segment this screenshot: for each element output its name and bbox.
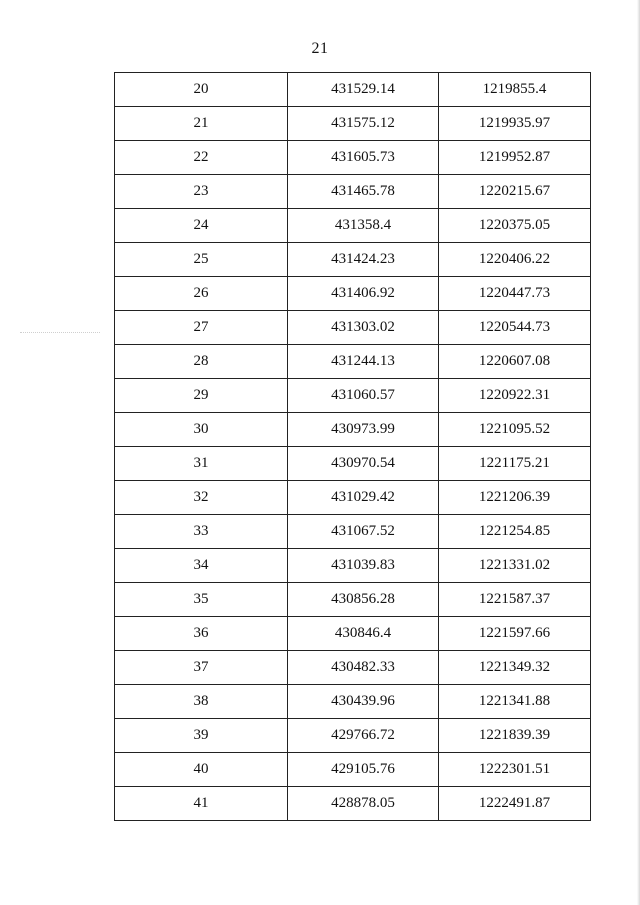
point-number-cell: 27	[115, 311, 288, 345]
coordinate-table	[114, 72, 591, 821]
y-coordinate-cell: 1220922.31	[439, 379, 591, 413]
table-row	[115, 549, 591, 583]
point-number-cell: 37	[115, 651, 288, 685]
point-number-cell: 22	[115, 141, 288, 175]
point-number-cell: 20	[115, 73, 288, 107]
table-row	[115, 209, 591, 243]
y-coordinate-cell: 1220215.67	[439, 175, 591, 209]
y-coordinate-cell: 1221597.66	[439, 617, 591, 651]
point-number-cell: 23	[115, 175, 288, 209]
x-coordinate-cell: 430970.54	[288, 447, 439, 481]
table-row	[115, 753, 591, 787]
x-coordinate-cell: 429766.72	[288, 719, 439, 753]
point-number-cell: 38	[115, 685, 288, 719]
y-coordinate-cell: 1221206.39	[439, 481, 591, 515]
x-coordinate-cell: 430846.4	[288, 617, 439, 651]
x-coordinate-cell: 431060.57	[288, 379, 439, 413]
point-number-cell: 31	[115, 447, 288, 481]
x-coordinate-cell: 431029.42	[288, 481, 439, 515]
x-coordinate-cell: 430856.28	[288, 583, 439, 617]
y-coordinate-cell: 1220406.22	[439, 243, 591, 277]
point-number-cell: 30	[115, 413, 288, 447]
table-row	[115, 175, 591, 209]
point-number-cell: 39	[115, 719, 288, 753]
point-number-cell: 29	[115, 379, 288, 413]
x-coordinate-cell: 431303.02	[288, 311, 439, 345]
point-number-cell: 35	[115, 583, 288, 617]
y-coordinate-cell: 1222301.51	[439, 753, 591, 787]
table-row	[115, 243, 591, 277]
table-body	[115, 73, 591, 821]
point-number-cell: 36	[115, 617, 288, 651]
point-number-cell: 21	[115, 107, 288, 141]
x-coordinate-cell: 428878.05	[288, 787, 439, 821]
x-coordinate-cell: 430973.99	[288, 413, 439, 447]
y-coordinate-cell: 1221839.39	[439, 719, 591, 753]
point-number-cell: 41	[115, 787, 288, 821]
x-coordinate-cell: 429105.76	[288, 753, 439, 787]
x-coordinate-cell: 431605.73	[288, 141, 439, 175]
point-number-cell: 33	[115, 515, 288, 549]
y-coordinate-cell: 1220447.73	[439, 277, 591, 311]
x-coordinate-cell: 431067.52	[288, 515, 439, 549]
y-coordinate-cell: 1221254.85	[439, 515, 591, 549]
y-coordinate-cell: 1221349.32	[439, 651, 591, 685]
x-coordinate-cell: 430482.33	[288, 651, 439, 685]
table-row	[115, 787, 591, 821]
point-number-cell: 34	[115, 549, 288, 583]
table-row	[115, 515, 591, 549]
x-coordinate-cell: 431406.92	[288, 277, 439, 311]
y-coordinate-cell: 1221341.88	[439, 685, 591, 719]
point-number-cell: 32	[115, 481, 288, 515]
point-number-cell: 25	[115, 243, 288, 277]
table-row	[115, 413, 591, 447]
y-coordinate-cell: 1221175.21	[439, 447, 591, 481]
table-row	[115, 651, 591, 685]
x-coordinate-cell: 431465.78	[288, 175, 439, 209]
table-row	[115, 73, 591, 107]
y-coordinate-cell: 1219855.4	[439, 73, 591, 107]
x-coordinate-cell: 431244.13	[288, 345, 439, 379]
y-coordinate-cell: 1221587.37	[439, 583, 591, 617]
y-coordinate-cell: 1220544.73	[439, 311, 591, 345]
y-coordinate-cell: 1220607.08	[439, 345, 591, 379]
table-row	[115, 277, 591, 311]
table-row	[115, 107, 591, 141]
table-row	[115, 685, 591, 719]
x-coordinate-cell: 431424.23	[288, 243, 439, 277]
page-number: 21	[311, 40, 329, 57]
y-coordinate-cell: 1219935.97	[439, 107, 591, 141]
table-row	[115, 141, 591, 175]
scan-artifact	[20, 332, 100, 334]
table-row	[115, 447, 591, 481]
table-row	[115, 617, 591, 651]
table-row	[115, 719, 591, 753]
table-row	[115, 311, 591, 345]
table-row	[115, 481, 591, 515]
x-coordinate-cell: 431039.83	[288, 549, 439, 583]
y-coordinate-cell: 1221331.02	[439, 549, 591, 583]
y-coordinate-cell: 1219952.87	[439, 141, 591, 175]
point-number-cell: 40	[115, 753, 288, 787]
y-coordinate-cell: 1220375.05	[439, 209, 591, 243]
x-coordinate-cell: 431529.14	[288, 73, 439, 107]
x-coordinate-cell: 431358.4	[288, 209, 439, 243]
point-number-cell: 28	[115, 345, 288, 379]
x-coordinate-cell: 431575.12	[288, 107, 439, 141]
y-coordinate-cell: 1222491.87	[439, 787, 591, 821]
point-number-cell: 26	[115, 277, 288, 311]
table-row	[115, 379, 591, 413]
table-row	[115, 345, 591, 379]
y-coordinate-cell: 1221095.52	[439, 413, 591, 447]
x-coordinate-cell: 430439.96	[288, 685, 439, 719]
table-row	[115, 583, 591, 617]
point-number-cell: 24	[115, 209, 288, 243]
